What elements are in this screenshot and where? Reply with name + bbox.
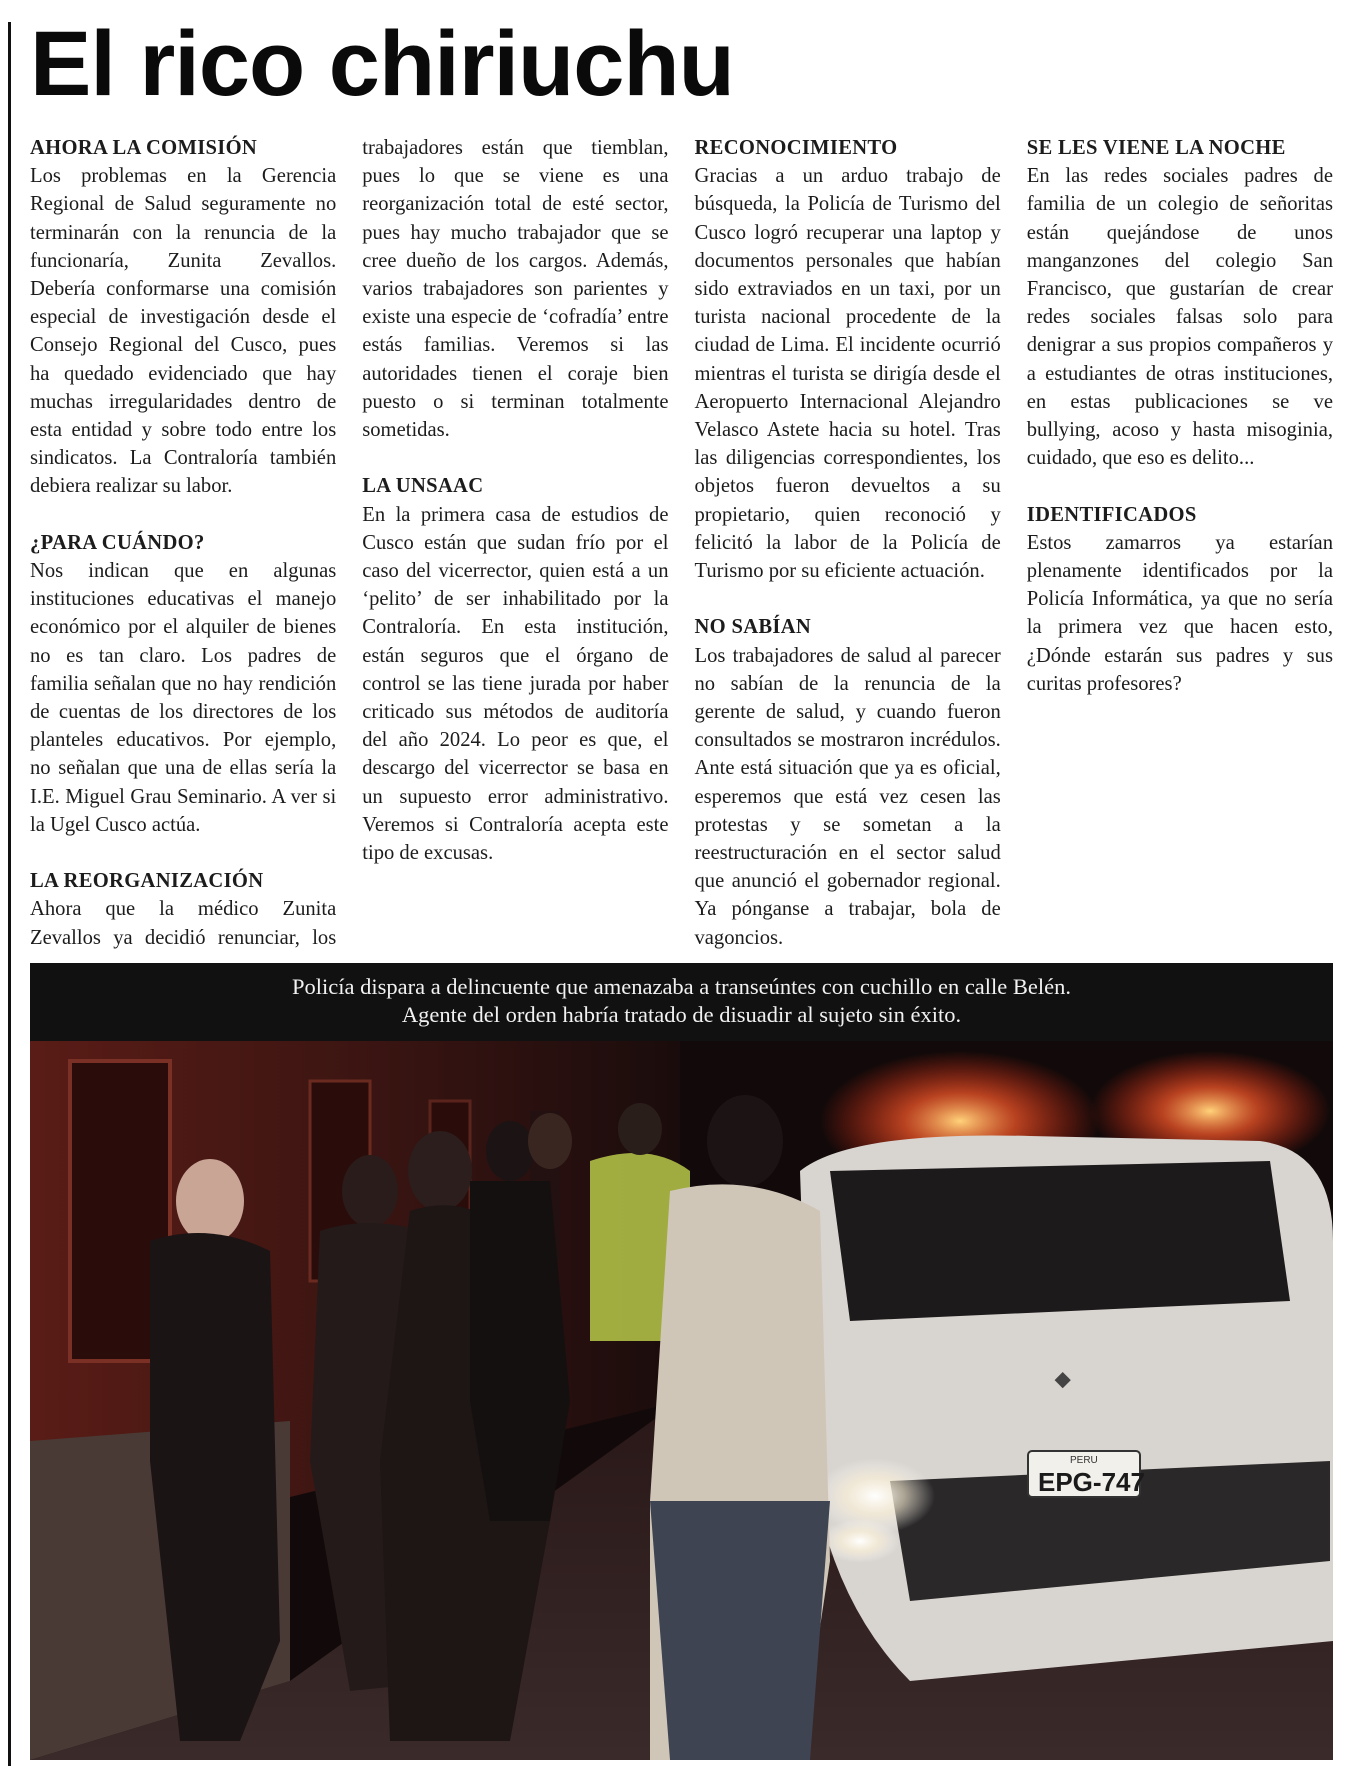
section-heading: LA UNSAAC (362, 475, 484, 498)
car-windshield (830, 1161, 1290, 1321)
section-no-sabian (695, 613, 1001, 951)
section-body: En las redes sociales padres de familia de un colegio de señoritas están quejándose de unos manganzones del colegio San Francisco, que gustarían de crear redes sociales falsas solo para denigrar a sus propios compañeros y a estudiantes de otras instituciones, en estas publicaciones se ve bullying, acoso y hasta misoginia, cuidado, que eso es delito... (1026, 165, 1333, 470)
section-body: Nos indican que en algunas instituciones educativas el manejo económico por el alquiler de bienes no es tan claro. Los padres de familia señalan que no hay rendición de cuentas de los directores de los planteles educativos. Por ejemplo, no señalan que una de ellas sería la I.E. Miguel Grau Seminario. A ver si la Ugel Cusco actúa. (30, 560, 337, 836)
section-se-les-viene-la-noche (1027, 134, 1333, 472)
page-headline: El rico chiriuchu (30, 13, 734, 115)
section-heading: NO SABÍAN (694, 616, 812, 639)
section-la-unsaac (362, 472, 668, 867)
fog-light (820, 1519, 900, 1563)
section-body: Estos zamarros ya estarían plenamente identificados por la Policía Informática, ya que no sería la primera vez que hacen esto, ¿Dónde estarán sus padres y sus curitas profesores? (1026, 531, 1333, 695)
news-photo-block (30, 963, 1333, 1760)
section-body: Ahora que la médico Zunita Zevallos ya decidió renunciar, los trabajadores están que tiemblan, pues lo que se viene es una reorganización total de esté sector, pues hay mucho trabajador que se cree dueño de los cargos. Además, varios trabajadores son parientes y existe una especie de ‘cofradía’ entre estás familias. Veremos si las autoridades tienen el coraje bien puesto o si terminan totalmente sometidas. (30, 137, 669, 949)
section-heading: SE LES VIENE LA NOCHE (1026, 137, 1286, 159)
caption-line-1: Policía dispara a delincuente que amenazaba a transeúntes con cuchillo en calle Belén. (291, 974, 1072, 999)
section-reconocimiento (695, 134, 1001, 585)
plate-country: PERU (1070, 1455, 1098, 1466)
section-body: En la primera casa de estudios de Cusco están que sudan frío por el caso del vicerrector, quien está a un ‘pelito’ de ser inhabilitado por la Contraloría. En esta institución, están seguros que el órgano de control se las tiene jurada por haber criticado sus métodos de auditoría del año 2024. Lo peor es que, el descargo del vicerrector se basa en un supuesto error administrativo. Veremos si Contraloría acepta este tipo de excusas. (362, 503, 669, 865)
person-head (528, 1113, 572, 1169)
section-body: Los problemas en la Gerencia Regional de Salud seguramente no terminarán con la renuncia de la funcionaría, Zunita Zevallos. Debería conformarse una comisión especial de investigación desde el Consejo Regional del Cusco, pues ha quedado evidenciado que hay muchas irregularidades dentro de esta entidad y sobre todo entre los sindicatos. La Contraloría también debiera realizar su labor. (30, 165, 337, 498)
officer-head (618, 1103, 662, 1155)
section-para-cuando (30, 529, 336, 839)
person-head (342, 1155, 398, 1227)
section-body: Los trabajadores de salud al parecer no sabían de la renuncia de la gerente de salud, y cuando fueron consultados se mostraron incrédulos. Ante está situación que ya es oficial, esperemos que está vez cesen las protestas y se sometan a la reestructuración en el sector salud que anunció el gobernador regional. Ya pónganse a trabajar, bola de vagoncios. (694, 644, 1001, 949)
photo-illustration (30, 1041, 1333, 1760)
street-night-photo (30, 1041, 1333, 1760)
section-heading: LA REORGANIZACIÓN (30, 870, 264, 893)
section-heading: RECONOCIMIENTO (694, 137, 898, 159)
section-body: Gracias a un arduo trabajo de búsqueda, la Policía de Turismo del Cusco logró recuperar una laptop y documentos personales que habían sido extraviados en un taxi, por un turista nacional procedente de la ciudad de Lima. El incidente ocurrió mientras el turista se dirigía desde el Aeropuerto Internacional Alejandro Velasco Astete hacia su hotel. Tras las diligencias correspondientes, los objetos fueron devueltos a su propietario, quien reconoció y felicitó la labor de la Policía de Turismo por su eficiente actuación. (694, 165, 1001, 583)
section-identificados (1027, 501, 1333, 698)
section-heading: IDENTIFICADOS (1026, 503, 1197, 526)
plate-number: EPG-747 (1038, 1467, 1145, 1497)
person-head (408, 1131, 472, 1211)
person-head (707, 1095, 783, 1187)
section-ahora-la-comision (30, 134, 336, 501)
person-head (486, 1121, 534, 1181)
left-column-rule (8, 22, 11, 1766)
news-columns (30, 134, 1333, 954)
person-face-blurred (176, 1159, 244, 1243)
chevrolet-logo-icon: ⬥ (1055, 1366, 1071, 1391)
section-heading: ¿PARA CUÁNDO? (30, 531, 205, 554)
photo-caption (30, 963, 1333, 1041)
section-heading: AHORA LA COMISIÓN (30, 137, 258, 159)
person-jeans (650, 1501, 830, 1760)
caption-line-2: Agente del orden habría tratado de disuadir al sujeto sin éxito. (401, 1002, 962, 1027)
